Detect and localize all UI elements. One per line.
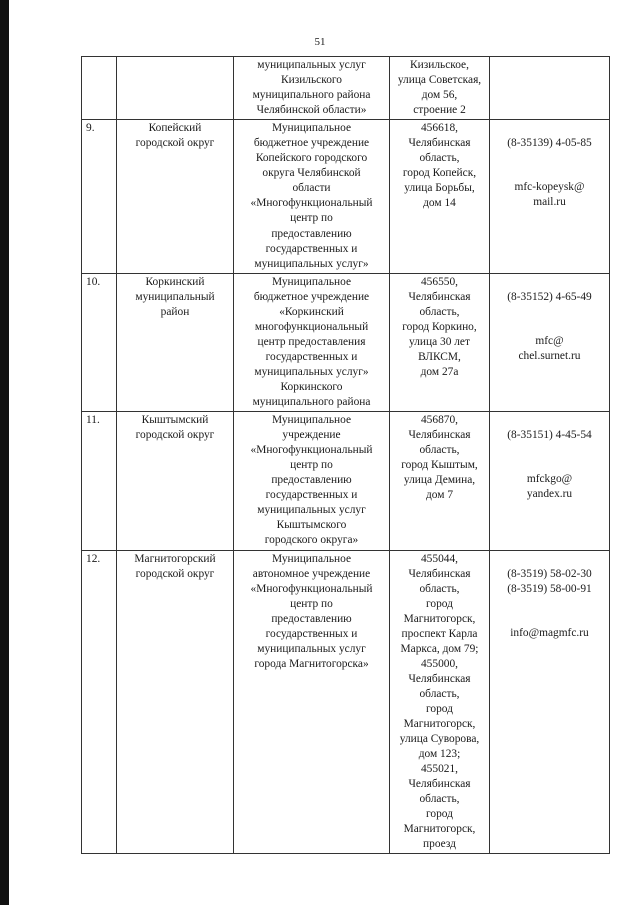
row-number: 11. bbox=[82, 412, 117, 550]
address-cell: Кизильское, улица Советская, дом 56, строение 2 bbox=[390, 57, 490, 120]
phone-text: (8-35152) 4-65-49 bbox=[507, 290, 592, 303]
contacts-cell bbox=[490, 412, 610, 550]
scan-edge bbox=[0, 0, 9, 905]
email-text: mfckgo@ yandex.ru bbox=[526, 473, 573, 501]
address-cell: 455044, Челябинская область, город Магнитогорск, проспект Карла Маркса, дом 79; 455000, Челябинская область, город Магнитогорск, улица Суворова, дом 123; 455021, Челябинская область, город Магнитогорск, проезд bbox=[390, 550, 490, 854]
email-text: mfc@ chel.surnet.ru bbox=[518, 334, 581, 362]
table-row bbox=[82, 120, 610, 273]
row-number: 9. bbox=[82, 120, 117, 273]
table-row bbox=[82, 57, 610, 120]
mfc-table bbox=[81, 56, 610, 854]
email-text: mfc-kopeysk@ mail.ru bbox=[514, 181, 585, 209]
table-row bbox=[82, 550, 610, 854]
municipality-cell: Копейский городской округ bbox=[117, 120, 234, 273]
phone-text: (8-35139) 4-05-85 bbox=[507, 137, 592, 150]
contacts-cell bbox=[490, 57, 610, 120]
address-cell: 456550, Челябинская область, город Коркино, улица 30 лет ВЛКСМ, дом 27а bbox=[390, 273, 490, 411]
organization-cell: муниципальных услуг Кизильского муниципального района Челябинской области» bbox=[234, 57, 390, 120]
row-number: 12. bbox=[82, 550, 117, 854]
municipality-cell bbox=[117, 57, 234, 120]
phone-text: (8-35151) 4-45-54 bbox=[507, 429, 592, 442]
address-cell: 456870, Челябинская область, город Кыштым, улица Демина, дом 7 bbox=[390, 412, 490, 550]
contacts-cell bbox=[490, 550, 610, 854]
organization-cell: Муниципальное автономное учреждение «Многофункциональный центр по предоставлению государственных и муниципальных услуг города Магнитогорска» bbox=[234, 550, 390, 854]
address-cell: 456618, Челябинская область, город Копейск, улица Борьбы, дом 14 bbox=[390, 120, 490, 273]
organization-cell: Муниципальное учреждение «Многофункциональный центр по предоставлению государственных и муниципальных услуг Кыштымского городского округа» bbox=[234, 412, 390, 550]
municipality-cell: Кыштымский городской округ bbox=[117, 412, 234, 550]
row-number: 10. bbox=[82, 273, 117, 411]
municipality-cell: Магнитогорский городской округ bbox=[117, 550, 234, 854]
row-number bbox=[82, 57, 117, 120]
table-row bbox=[82, 412, 610, 550]
municipality-cell: Коркинский муниципальный район bbox=[117, 273, 234, 411]
phone-text: (8-3519) 58-02-30 (8-3519) 58-00-91 bbox=[507, 567, 592, 595]
contacts-cell bbox=[490, 120, 610, 273]
email-text: info@magmfc.ru bbox=[510, 626, 589, 639]
page-number: 51 bbox=[314, 36, 326, 48]
organization-cell: Муниципальное бюджетное учреждение Копейского городского округа Челябинской области «Многофункциональный центр по предоставлению государственных и муниципальных услуг» bbox=[234, 120, 390, 273]
table-row bbox=[82, 273, 610, 411]
contacts-cell bbox=[490, 273, 610, 411]
organization-cell: Муниципальное бюджетное учреждение «Коркинский многофункциональный центр предоставления государственных и муниципальных услуг» Коркинского муниципального района bbox=[234, 273, 390, 411]
